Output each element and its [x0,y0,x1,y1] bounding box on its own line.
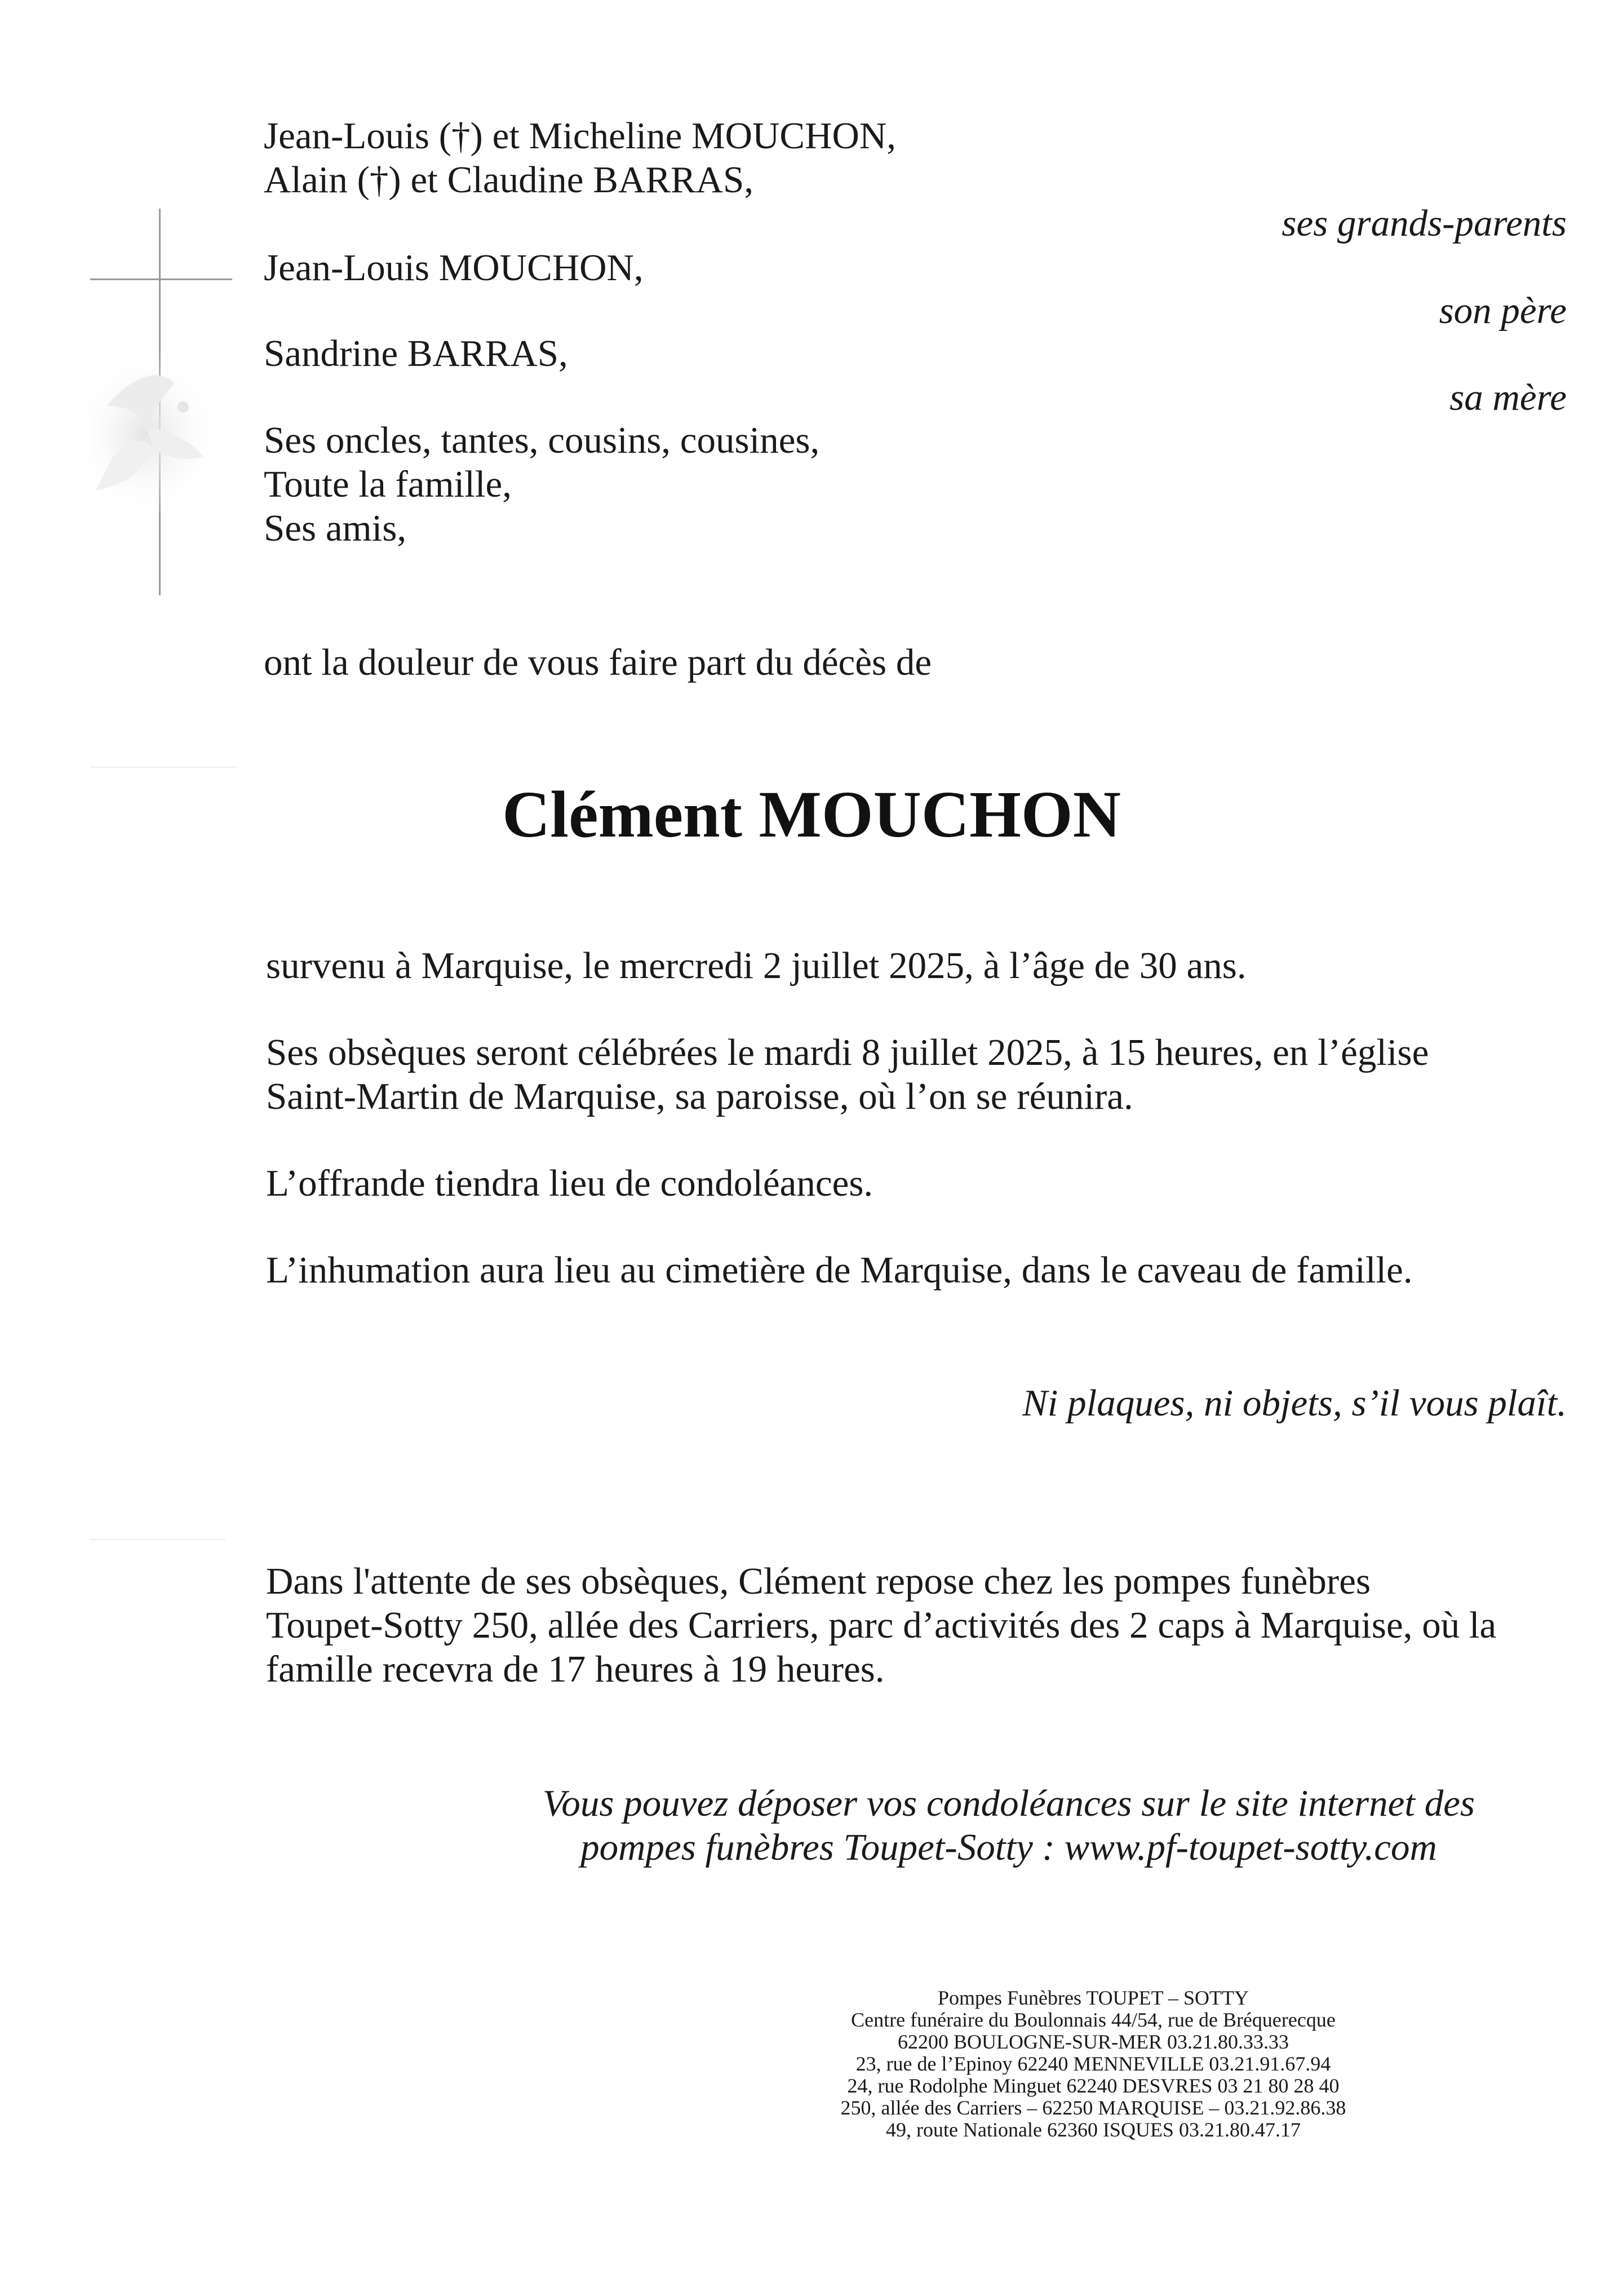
mother-name: Sandrine BARRAS, [264,333,568,374]
others-line-2: Toute la famille, [264,463,512,505]
grandparents-line-2: Alain (†) et Claudine BARRAS, [264,159,754,201]
offering-text: L’offrande tiendra lieu de condoléances. [266,1162,873,1204]
condolences-line-2: pompes funèbres Toupet-Sotty : www.pf-toupet-sotty.com [580,1826,1437,1868]
footer-line: 62200 BOULOGNE-SUR-MER 03.21.80.33.33 [897,2030,1289,2053]
father-name: Jean-Louis MOUCHON, [264,247,644,289]
faint-line [90,767,237,768]
grandparents-line-1: Jean-Louis (†) et Micheline MOUCHON, [264,115,897,157]
deceased-name: Clément MOUCHON [502,777,1121,851]
others-line-1: Ses oncles, tantes, cousins, cousines, [264,419,820,461]
footer-line: 250, allée des Carriers – 62250 MARQUISE – 03.21.92.86.38 [840,2096,1346,2119]
cross-horizontal [90,278,232,280]
footer-company: Pompes Funèbres TOUPET – SOTTY [937,1987,1249,2009]
mother-role: sa mère [1449,377,1567,418]
faint-line [90,1539,225,1540]
announcement-text: ont la douleur de vous faire part du décès de [264,642,932,683]
condolences-line-1: Vous pouvez déposer vos condoléances sur le site internet des [542,1782,1475,1824]
footer-line: 23, rue de l’Epinoy 62240 MENNEVILLE 03.21.91.67.94 [855,2052,1331,2075]
no-plaques-note: Ni plaques, ni objets, s’il vous plaît. [1022,1382,1567,1424]
footer-line: 49, route Nationale 62360 ISQUES 03.21.80.47.17 [886,2118,1301,2141]
funeral-line-2: Saint-Martin de Marquise, sa paroisse, où l’on se réunira. [266,1076,1133,1117]
death-info: survenu à Marquise, le mercredi 2 juillet 2025, à l’âge de 30 ans. [266,945,1247,986]
funeral-line-1: Ses obsèques seront célébrées le mardi 8 juillet 2025, à 15 heures, en l’église [266,1032,1429,1073]
grandparents-role: ses grands-parents [1281,202,1567,244]
rest-line-2: Toupet-Sotty 250, allée des Carriers, parc d’activités des 2 caps à Marquise, où la [266,1604,1497,1646]
footer-line: Centre funéraire du Boulonnais 44/54, rue de Bréquerecque [851,2009,1336,2031]
rest-line-1: Dans l'attente de ses obsèques, Clément repose chez les pompes funèbres [266,1560,1371,1602]
rest-line-3: famille recevra de 17 heures à 19 heures. [266,1648,885,1690]
dove-icon [62,344,225,524]
footer-line: 24, rue Rodolphe Minguet 62240 DESVRES 03 21 80 28 40 [847,2074,1340,2097]
father-role: son père [1439,290,1567,331]
burial-text: L’inhumation aura lieu au cimetière de Marquise, dans le caveau de famille. [266,1249,1413,1291]
others-line-3: Ses amis, [264,507,407,549]
